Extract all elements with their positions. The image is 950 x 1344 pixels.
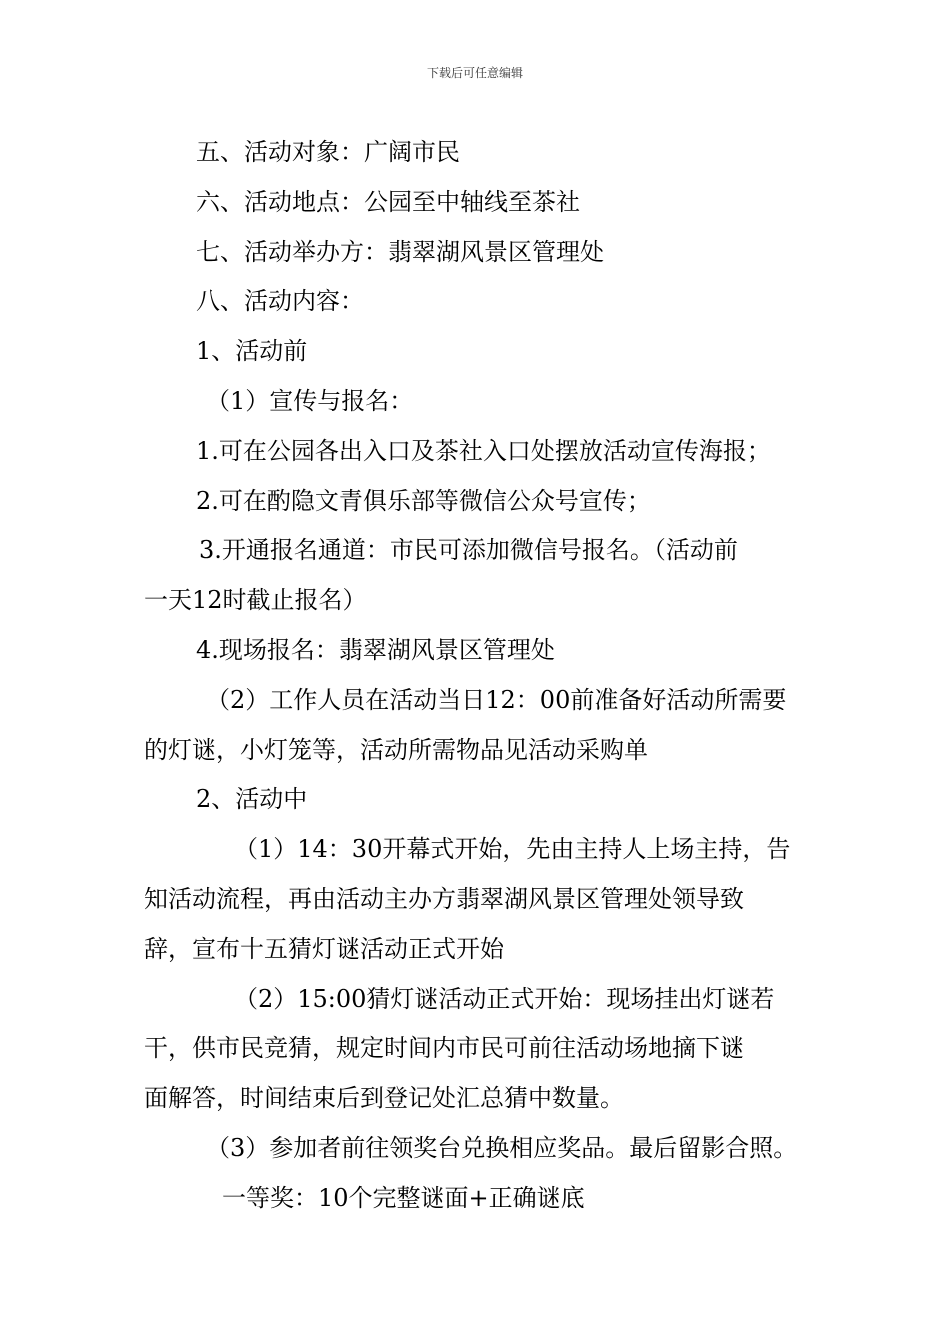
text-line: 4.现场报名：翡翠湖风景区管理处 — [196, 635, 555, 664]
text-line: 1、活动前 — [196, 337, 308, 366]
text-line: 辞，宣布十五猜灯谜活动正式开始 — [144, 934, 504, 963]
text-line: 一等奖：10个完整谜面+正确谜底 — [222, 1183, 585, 1212]
text-line: （1）14：30开幕式开始，先由主持人上场主持，告 — [234, 835, 791, 864]
text-line: （3）参加者前往领奖台兑换相应奖品。最后留影合照。 — [206, 1133, 798, 1162]
text-line: 八、活动内容： — [196, 287, 364, 316]
text-line: 知活动流程，再由活动主办方翡翠湖风景区管理处领导致 — [144, 884, 744, 913]
text-line: 一天12时截止报名） — [144, 586, 367, 615]
text-line: 五、活动对象：广阔市民 — [196, 138, 460, 166]
text-line: 2、活动中 — [196, 785, 308, 814]
text-line: 面解答，时间结束后到登记处汇总猜中数量。 — [144, 1084, 624, 1113]
text-line: 七、活动举办方：翡翠湖风景区管理处 — [196, 237, 604, 266]
text-line: （2）工作人员在活动当日12：00前准备好活动所需要 — [206, 685, 787, 714]
text-line: （1）宣传与报名： — [206, 386, 414, 415]
text-line: 3.开通报名通道：市民可添加微信号报名。（活动前 — [199, 536, 738, 565]
text-line: 2.可在酌隐文青俱乐部等微信公众号宣传； — [196, 486, 651, 515]
page-header: 下载后可任意编辑 — [426, 66, 523, 80]
document-body — [144, 128, 814, 1224]
text-line: 干，供市民竞猜，规定时间内市民可前往活动场地摘下谜 — [144, 1034, 744, 1063]
text-line: 的灯谜，小灯笼等，活动所需物品见活动采购单 — [144, 735, 648, 764]
text-line: 六、活动地点：公园至中轴线至茶社 — [196, 187, 580, 216]
text-line: （2）15:00猜灯谜活动正式开始：现场挂出灯谜若 — [234, 984, 775, 1013]
text-line: 1.可在公园各出入口及茶社入口处摆放活动宣传海报； — [196, 436, 771, 465]
